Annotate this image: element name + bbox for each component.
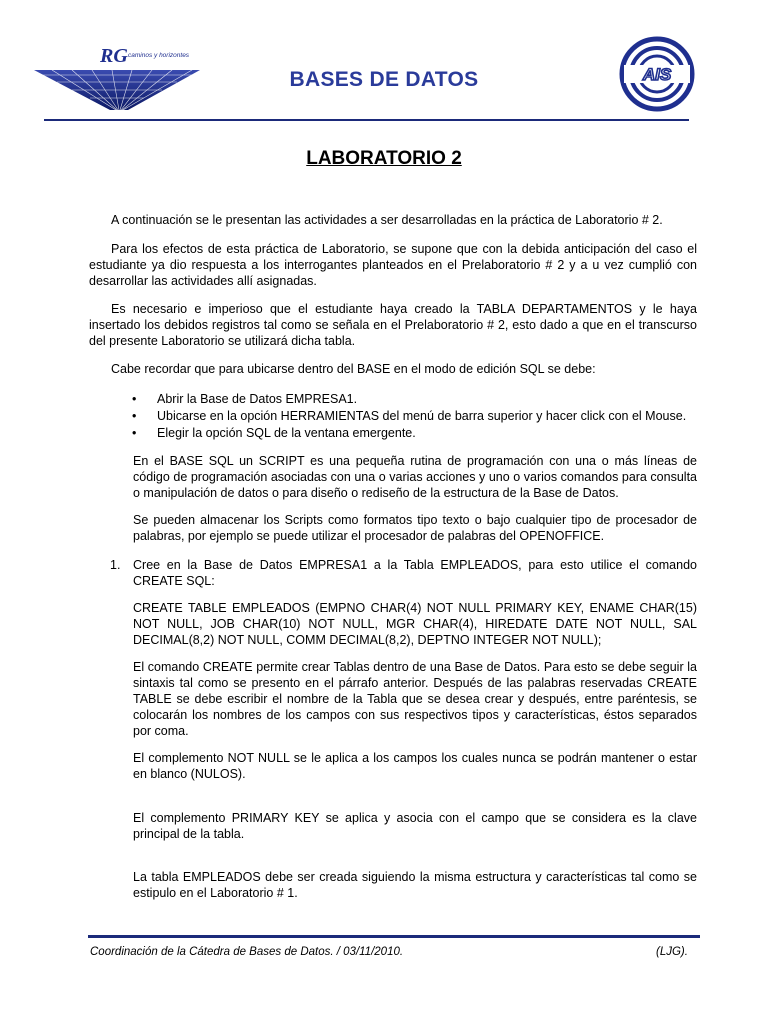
- paragraph-script-storage: Se pueden almacenar los Scripts como formatos tipo texto o bajo cualquier tipo de procesador de palabras, por ejemplo se puede utilizar el procesador de palabras del OPENOFFICE.: [133, 513, 697, 543]
- list-item: [133, 408, 697, 425]
- list-item-text: Ubicarse en la opción HERRAMIENTAS del menú de barra superior y hacer click con el Mouse.: [157, 409, 687, 423]
- list-item: [133, 391, 697, 408]
- instruction-list: [133, 391, 697, 442]
- footer-coordination: Coordinación de la Cátedra de Bases de Datos. / 03/11/2010.: [90, 946, 404, 958]
- paragraph-requirement: Es necesario e imperioso que el estudiante haya creado la TABLA DEPARTAMENTOS y le haya insertado los debidos registros tal como se señala en el Prelaboratorio # 2, esto dado a que en el transcurso del presente Laboratorio se utilizará dicha tabla.: [89, 302, 697, 348]
- paragraph-intro: A continuación se le presentan las actividades a ser desarrolladas en la práctica de Laboratorio # 2.: [111, 213, 663, 227]
- paragraph-empleados-structure: La tabla EMPLEADOS debe ser creada siguiendo la misma estructura y características tal como se estipulo en el Laboratorio # 1.: [133, 870, 697, 900]
- bullet-icon: •: [132, 409, 137, 423]
- sql-create-statement: CREATE TABLE EMPLEADOS (EMPNO CHAR(4) NOT NULL PRIMARY KEY, ENAME CHAR(15) NOT NULL, JOB CHAR(10) NOT NULL, MGR CHAR(4), HIREDATE DATE NOT NULL, SAL DECIMAL(8,2) NOT NULL, COMM DECIMAL(8,2), DEPTNO INTEGER NOT NULL);: [133, 601, 697, 647]
- header-rule: [44, 119, 689, 121]
- document-title: LABORATORIO 2: [306, 148, 462, 169]
- footer-rule: [88, 935, 700, 938]
- paragraph-script-definition: En el BASE SQL un SCRIPT es una pequeña rutina de programación con una o más líneas de código de programación asociadas con una o varias acciones y uno o varios comandos para consulta o manipulación de datos o para diseño o rediseño de la estructura de la Base de Datos.: [133, 454, 697, 500]
- step-instruction: Cree en la Base de Datos EMPRESA1 a la Tabla EMPLEADOS, para esto utilice el comando CREATE SQL:: [133, 558, 697, 588]
- paragraph-create-explanation: El comando CREATE permite crear Tablas dentro de una Base de Datos. Para esto se debe seguir la sintaxis tal como se presento en el párrafo anterior. Después de las palabras reservadas CREATE TABLE se debe escribir el nombre de la Tabla que se desea crear y después, entre paréntesis, se colocarán los nombres de los campos con sus respectivos tipos y características, éstos separados por coma.: [133, 660, 697, 738]
- bullet-icon: •: [132, 392, 137, 406]
- paragraph-primary-key: El complemento PRIMARY KEY se aplica y asocia con el campo que se considera es la clave principal de la tabla.: [133, 811, 697, 841]
- list-item: [133, 425, 697, 442]
- bullet-icon: •: [132, 426, 137, 440]
- list-item-text: Abrir la Base de Datos EMPRESA1.: [157, 392, 358, 406]
- paragraph-sql-mode: Cabe recordar que para ubicarse dentro del BASE en el modo de edición SQL se debe:: [111, 362, 596, 376]
- logo-initials: RG: [100, 45, 128, 67]
- footer-author-initials: (LJG).: [656, 946, 688, 958]
- header-title: BASES DE DATOS: [289, 68, 479, 91]
- list-item-text: Elegir la opción SQL de la ventana emergente.: [157, 426, 416, 440]
- logo-tagline: caminos y horizontes: [128, 52, 190, 59]
- step-number: 1.: [110, 558, 121, 572]
- logo-ais-text: AIS: [642, 65, 672, 84]
- paragraph-not-null: El complemento NOT NULL se le aplica a los campos los cuales nunca se podrán mantener o estar en blanco (NULOS).: [133, 751, 697, 781]
- paragraph-prelab: Para los efectos de esta práctica de Laboratorio, se supone que con la debida anticipación del caso el estudiante ya dio respuesta a los interrogantes planteados en el Prelaboratorio # 2 y a u vez cumplió con desarrollar las actividades allí asignadas.: [89, 242, 697, 288]
- institution-logo-right: [618, 36, 696, 112]
